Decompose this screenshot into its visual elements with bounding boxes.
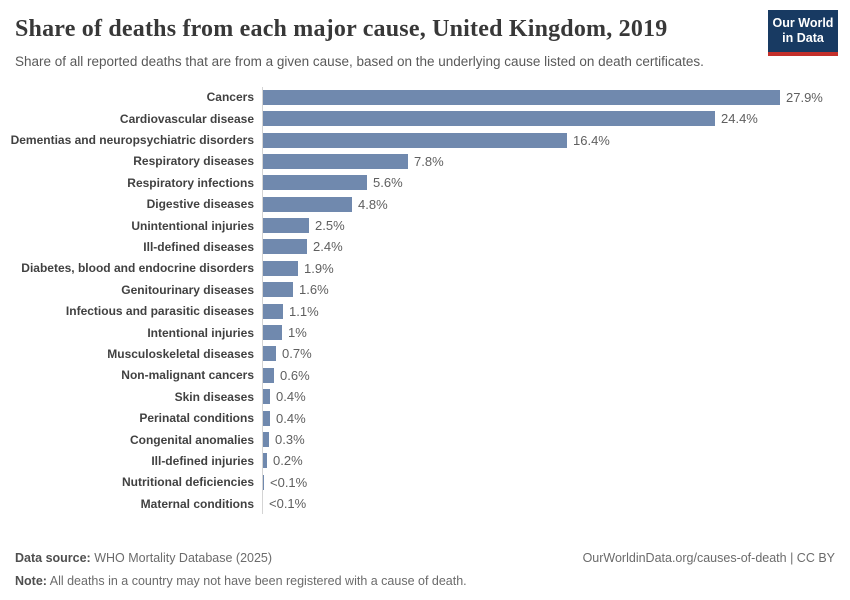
value-label: 2.5% <box>315 218 345 234</box>
category-label: Ill-defined injuries <box>151 453 254 468</box>
owid-logo[interactable] <box>768 10 838 56</box>
value-label: 4.8% <box>358 196 388 212</box>
owid-logo-line1: Our World <box>772 16 834 30</box>
bar-row <box>0 472 850 493</box>
category-label: Cancers <box>206 90 254 105</box>
chart-header <box>0 0 850 72</box>
bar-track <box>262 300 850 321</box>
bar-row <box>0 194 850 215</box>
footer-note-label: Note: <box>15 573 47 588</box>
bar-row <box>0 151 850 172</box>
value-label: <0.1% <box>270 474 308 490</box>
value-label: 27.9% <box>786 89 823 105</box>
bar-track <box>262 365 850 386</box>
bar-row <box>0 215 850 236</box>
bar-chart <box>0 87 850 515</box>
bar[interactable] <box>263 475 264 490</box>
bar-track <box>262 386 850 407</box>
category-label: Non-malignant cancers <box>121 368 254 383</box>
value-label: <0.1% <box>269 496 307 512</box>
category-label: Perinatal conditions <box>139 411 254 426</box>
chart-footer <box>15 550 835 590</box>
bar[interactable] <box>263 111 715 126</box>
bar[interactable] <box>263 389 270 404</box>
bar-row <box>0 172 850 193</box>
bar-track <box>262 258 850 279</box>
bar-row <box>0 279 850 300</box>
bar-track <box>262 343 850 364</box>
value-label: 0.4% <box>276 389 306 405</box>
bar-track <box>262 472 850 493</box>
footer-note-text: All deaths in a country may not have been registered with a cause of death. <box>46 573 467 588</box>
bar-row <box>0 300 850 321</box>
bar-track <box>262 215 850 236</box>
bar-row <box>0 129 850 150</box>
bar[interactable] <box>263 453 267 468</box>
value-label: 0.3% <box>275 432 305 447</box>
bar-track <box>262 493 850 514</box>
bar[interactable] <box>263 175 367 190</box>
owid-attribution-link[interactable]: OurWorldinData.org/causes-of-death | CC BY <box>582 550 835 565</box>
footer-note <box>15 574 467 588</box>
bar[interactable] <box>263 368 274 383</box>
category-label: Intentional injuries <box>147 325 254 340</box>
category-label: Respiratory infections <box>127 175 254 190</box>
bar-track <box>262 429 850 450</box>
bar[interactable] <box>263 411 270 426</box>
bar-row <box>0 258 850 279</box>
bar-row <box>0 87 850 108</box>
category-label: Unintentional injuries <box>131 218 254 233</box>
value-label: 0.6% <box>280 367 310 383</box>
bar-track <box>262 108 850 129</box>
bar-track <box>262 172 850 193</box>
value-label: 2.4% <box>313 239 343 255</box>
bar-track <box>262 236 850 257</box>
bar[interactable] <box>263 304 283 319</box>
bar-row <box>0 386 850 407</box>
bar[interactable] <box>263 432 269 447</box>
category-label: Congenital anomalies <box>129 432 254 447</box>
value-label: 5.6% <box>373 175 403 191</box>
category-label: Respiratory diseases <box>133 154 254 169</box>
category-label: Skin diseases <box>174 389 254 404</box>
category-label: Cardiovascular disease <box>119 111 254 126</box>
owid-logo-line2: in Data <box>782 31 824 45</box>
bar-row <box>0 236 850 257</box>
bar-track <box>262 87 850 108</box>
value-label: 1.1% <box>289 303 319 319</box>
bar[interactable] <box>263 90 780 105</box>
value-label: 0.4% <box>276 410 306 426</box>
category-label: Nutritional deficiencies <box>121 475 254 490</box>
bar[interactable] <box>263 133 567 148</box>
category-label: Infectious and parasitic diseases <box>65 304 254 319</box>
bar-track <box>262 322 850 343</box>
bar[interactable] <box>263 218 309 233</box>
bar-row <box>0 407 850 428</box>
data-source-label: Data source: <box>15 550 91 565</box>
value-label: 16.4% <box>573 132 610 148</box>
page-title: Share of deaths from each major cause, United Kingdom, 2019 <box>15 16 668 42</box>
bar-track <box>262 129 850 150</box>
bar-track <box>262 407 850 428</box>
bar-row <box>0 429 850 450</box>
bar-row <box>0 108 850 129</box>
bar-track <box>262 194 850 215</box>
value-label: 1% <box>288 325 307 341</box>
category-label: Genitourinary diseases <box>121 282 254 297</box>
value-label: 0.2% <box>273 453 303 469</box>
value-label: 24.4% <box>721 111 758 127</box>
bar-row <box>0 322 850 343</box>
category-label: Digestive diseases <box>146 197 254 212</box>
bar-track <box>262 151 850 172</box>
category-label: Diabetes, blood and endocrine disorders <box>21 261 254 276</box>
bar[interactable] <box>263 325 282 340</box>
value-label: 1.6% <box>299 282 329 298</box>
bar-row <box>0 450 850 471</box>
data-source <box>15 550 272 566</box>
bar-row <box>0 365 850 386</box>
category-label: Dementias and neuropsychiatric disorders <box>10 133 254 148</box>
bar-track <box>262 450 850 471</box>
category-label: Maternal conditions <box>140 496 254 511</box>
value-label: 7.8% <box>414 153 444 169</box>
data-source-text: WHO Mortality Database (2025) <box>90 550 273 565</box>
bar-row <box>0 493 850 514</box>
value-label: 0.7% <box>282 346 312 362</box>
bar[interactable] <box>263 154 408 169</box>
category-label: Musculoskeletal diseases <box>107 346 254 361</box>
value-label: 1.9% <box>304 260 334 276</box>
bar[interactable] <box>263 261 298 276</box>
category-label: Ill-defined diseases <box>143 239 254 254</box>
bar[interactable] <box>263 197 352 212</box>
bar-track <box>262 279 850 300</box>
bar[interactable] <box>263 346 276 361</box>
bar-row <box>0 343 850 364</box>
bar[interactable] <box>263 282 293 297</box>
chart-subtitle: Share of all reported deaths that are from a given cause, based on the underlying cause listed on death certificates. <box>15 54 704 69</box>
bar[interactable] <box>263 239 307 254</box>
